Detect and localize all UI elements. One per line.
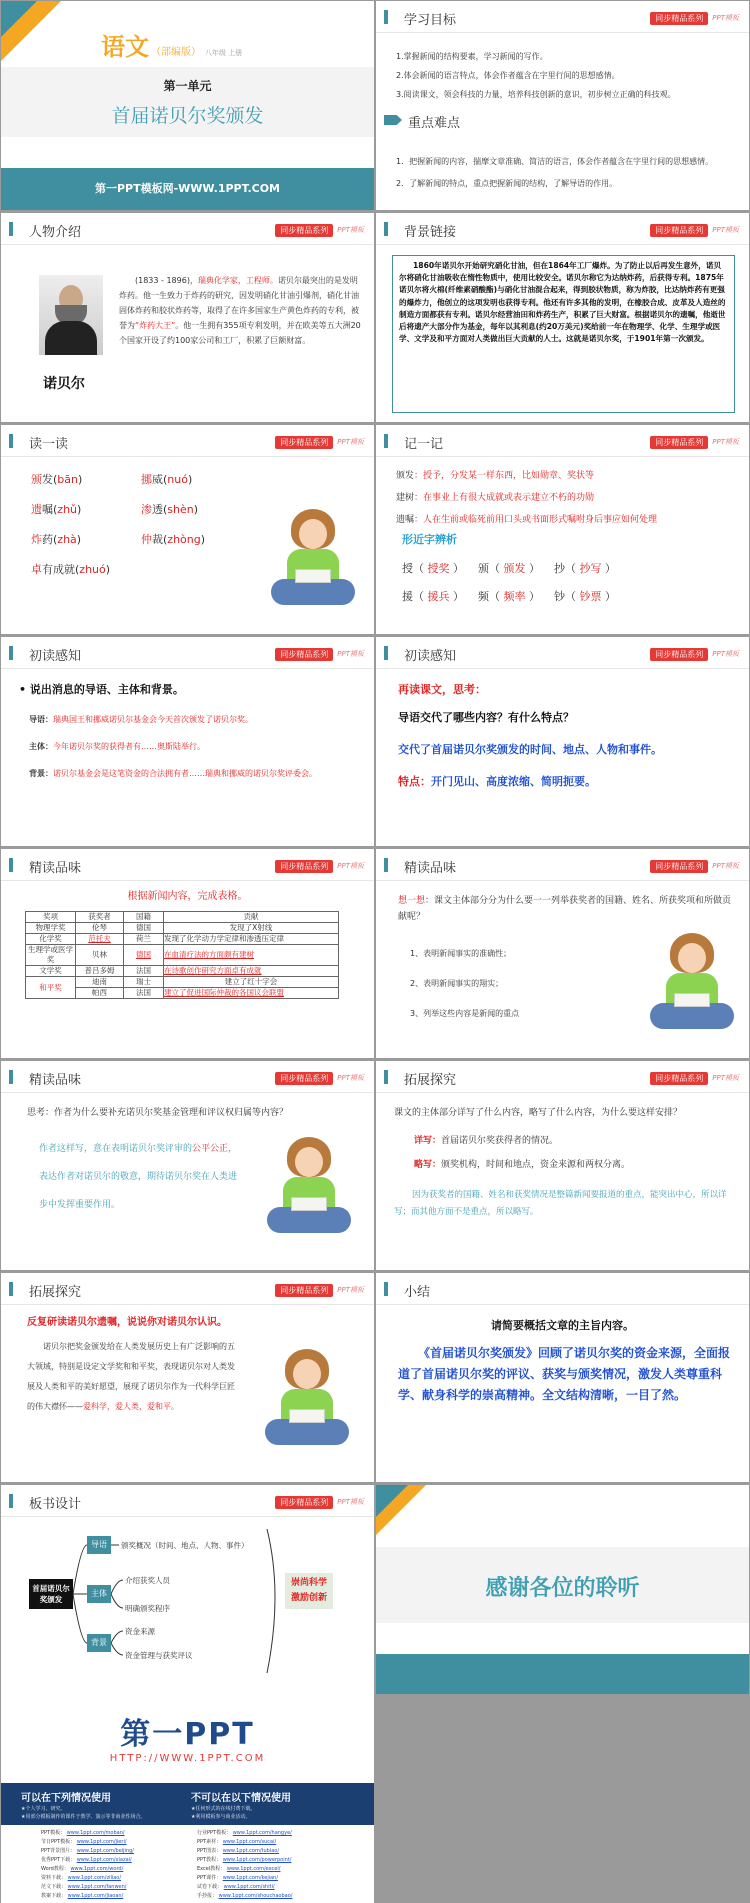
question-text: 想一想：课文主体部分分为什么要一一列举获奖者的国籍、姓名、所获奖项和所做贡献呢？ xyxy=(398,896,732,922)
slide-header xyxy=(1,1273,374,1305)
link-item[interactable]: PPT素材： www.1ppt.com/sucai/ xyxy=(197,1839,277,1845)
word-item: 遗嘱(zhǔ) xyxy=(31,503,82,516)
slide-explore-2 xyxy=(1,1273,374,1482)
slide-notes xyxy=(376,425,749,634)
point-item: 1．把握新闻的内容，揣摩文章准确、简洁的语言，体会作者蕴含在字里行间的思想感情。 xyxy=(396,157,714,166)
slide-heading: 小结 xyxy=(404,1285,431,1300)
table-row: 化学奖 范托夫 荷兰 发现了化学动力学定律和渗透压定律 xyxy=(26,934,339,945)
person-bio: (1833 - 1896)，瑞典化学家，工程师。诺贝尔最突出的是发明炸药。他一生致力于炸药的研究，因发明硝化甘油引爆剂，硝化甘油固体炸药和胶状炸药等，取得了在许多国家生产黄色炸药的专利，被誉为“炸药大王”。他一生拥有355项专利发明，并在欧美等五大洲20个国家开设了约100家公司和工厂，积累了巨额财富。 xyxy=(119,276,361,345)
reason-item: 2、表明新闻事实的翔实； xyxy=(410,979,504,988)
links-panel xyxy=(1,1825,374,1903)
question-text: 反复研读诺贝尔遗嘱，说说你对诺贝尔认识。 xyxy=(27,1317,227,1328)
slide-award-table xyxy=(1,849,374,1058)
table-caption: 根据新闻内容，完成表格。 xyxy=(127,891,248,902)
goal-item: 1.掌握新闻的结构要素，学习新闻的写作。 xyxy=(396,52,548,61)
slide-first-reading-2 xyxy=(376,637,749,846)
slide-think xyxy=(376,849,749,1058)
summary-text: 《首届诺贝尔奖颁发》回顾了诺贝尔奖的资金来源，全面报道了首届诺贝尔奖的评议、获奖与颁奖情况，激发人类尊重科学、献身科学的崇高精神。全文结构清晰，一目了然。 xyxy=(398,1346,731,1402)
word-item: 颁发(bān) xyxy=(31,473,83,486)
teal-band xyxy=(376,1654,749,1694)
word-item: 卓有成就(zhuó) xyxy=(31,563,111,576)
question-text: • 说出消息的导语、主体和背景。 xyxy=(19,683,184,696)
section-heading: 重点难点 xyxy=(408,116,461,131)
table-row: 和平奖 迪南 瑞士 建立了红十字会 xyxy=(26,977,339,988)
slide-header xyxy=(1,1061,374,1093)
background-text: 1860年诺贝尔开始研究硝化甘油，但在1864年工厂爆炸。为了防止以后再发生意外，诺贝尔将硝化甘油吸收在惰性物质中，使用比较安全。诺贝尔称它为达纳炸药，后获得专利。1875年诺贝尔将火棉(纤维素硝酸酯)与硝化甘油混合起来，得到胶状物质，称为炸胶，比达纳炸药有更强的爆炸力，他创立的这项发明也获得专利。他还有许多其他的发明，在橡胶合成、皮革及人造丝的制造方面都获有专利。诺贝尔经营油田和炸药生产，积累了巨大财富。根据诺贝尔的遗嘱，他逝世后将遗产大部分作为基金，每年以其利息(约20万美元)奖给前一年在物理学、化学、生理学或医学、文学及和平方面对人类做出巨大贡献的人士。这就是诺贝尔奖，于1901年第一次颁发。 xyxy=(392,255,735,413)
point-item: 2．了解新闻的特点，重点把握新闻的结构，了解导语的作用。 xyxy=(396,179,618,188)
girl-reading-image xyxy=(648,933,738,1033)
slide-heading: 初读感知 xyxy=(29,649,82,664)
teal-corner xyxy=(376,1485,408,1517)
question-text: 导语交代了哪些内容？有什么特点？ xyxy=(398,711,574,724)
link-item[interactable]: 教案下载： www.1ppt.com/jiaoan/ xyxy=(41,1893,124,1899)
link-item[interactable]: PPT背景图片： www.1ppt.com/beijing/ xyxy=(41,1848,134,1854)
char-row: 援（ 援兵 ） 频（ 频率 ） 钞（ 钞票 ） xyxy=(402,590,616,603)
slide-heading: 板书设计 xyxy=(29,1497,82,1512)
slide-header xyxy=(1,213,374,245)
series-badge: 同步精品系列 PPT模板 xyxy=(275,1071,364,1085)
slide-title xyxy=(1,1,374,210)
ppt-logo: 第一PPT HTTP://WWW.1PPT.COM xyxy=(109,1717,266,1764)
goal-item: 2.体会新闻的语言特点，体会作者蕴含在字里行间的思想感情。 xyxy=(396,71,620,80)
leaf-item: 颁奖概况（时间、地点、人物、事件） xyxy=(121,1541,249,1550)
arrow-icon xyxy=(384,115,402,125)
unit-label: 第一单元 xyxy=(163,79,212,93)
series-badge: 同步精品系列 PPT模板 xyxy=(650,859,739,873)
slide-thanks xyxy=(376,1485,749,1694)
usage-panel: 可以在下列情况使用 不可以在以下情况使用 ★个人学习、研究。 ★用部分模板制作的课件于教学、演示等非商业性场合。 ★任何形式的在线付费下载。 ★利用模板参与商业活动。 xyxy=(1,1783,374,1903)
similar-chars-heading: 形近字辨析 xyxy=(402,533,457,546)
leaf-item: 明确颁奖程序 xyxy=(125,1604,170,1613)
goal-item: 3.阅读课文，领会科技的力量，培养科技创新的意识，初步树立正确的科技观。 xyxy=(396,90,676,99)
link-item[interactable]: Word教程： www.1ppt.com/word/ xyxy=(41,1866,124,1872)
slide-heading: 背景链接 xyxy=(404,225,457,240)
leaf-item: 介绍获奖人员 xyxy=(125,1576,170,1585)
series-badge: 同步精品系列 PPT模板 xyxy=(650,435,739,449)
series-badge: 同步精品系列 PPT模板 xyxy=(275,647,364,661)
link-item[interactable]: 手抄报： www.1ppt.com/shouchaobao/ xyxy=(197,1893,293,1899)
link-item[interactable]: 试卷下载： www.1ppt.com/shiti/ xyxy=(197,1884,275,1890)
question-text: 课文的主体部分详写了什么内容，略写了什么内容，为什么要这样安排？ xyxy=(394,1108,683,1118)
slide-header xyxy=(1,849,374,881)
slide-header xyxy=(1,425,374,457)
leaf-item: 资金来源 xyxy=(125,1627,155,1636)
award-table xyxy=(25,911,339,999)
reason-item: 3、列举这些内容是新闻的重点 xyxy=(410,1009,520,1018)
slide-header xyxy=(376,425,749,457)
slide-first-reading xyxy=(1,637,374,846)
summary-prompt: 请简要概括文章的主旨内容。 xyxy=(491,1319,634,1332)
link-item[interactable]: Excel教程： www.1ppt.com/excel/ xyxy=(197,1866,281,1872)
slide-heading: 读一读 xyxy=(29,437,69,452)
char-row: 授（ 授奖 ） 颁（ 颁发 ） 抄（ 抄写 ） xyxy=(402,562,616,575)
word-item: 炸药(zhà) xyxy=(31,533,82,546)
mindmap-center: 首届诺贝尔奖颁发 xyxy=(29,1579,73,1609)
table-row: 文学奖 普吕多姆 法国 在诗歌创作研究方面卓有成就 xyxy=(26,966,339,977)
slide-header xyxy=(376,1273,749,1305)
link-item[interactable]: 优秀PPT下载： www.1ppt.com/xiazai/ xyxy=(41,1857,132,1863)
slide-board-design xyxy=(1,1485,374,1694)
answer-item: 导语：瑞典国王和挪威诺贝尔基金会今天首次颁发了诺贝尔奖。 xyxy=(29,715,253,724)
answer-text: 交代了首届诺贝尔奖颁发的时间、地点、人物和事件。 xyxy=(398,743,662,756)
word-item: 仲裁(zhòng) xyxy=(141,533,206,546)
slide-person xyxy=(1,213,374,422)
cannot-use-heading: 不可以在以下情况使用 xyxy=(191,1793,291,1804)
slide-header xyxy=(376,1,749,33)
header-bar xyxy=(384,10,388,24)
slide-usage xyxy=(1,1691,374,1903)
girl-reading-image xyxy=(265,1137,355,1237)
slide-header xyxy=(1,637,374,669)
slide-header xyxy=(376,213,749,245)
series-badge: 同步精品系列 PPT模板 xyxy=(650,223,739,237)
portrait-image xyxy=(39,275,103,355)
link-item[interactable]: 节日PPT模板： www.1ppt.com/jieri/ xyxy=(41,1839,127,1845)
link-item[interactable]: 资料下载： www.1ppt.com/ziliao/ xyxy=(41,1875,122,1881)
thanks-text: 感谢各位的聆听 xyxy=(485,1576,640,1601)
link-item[interactable]: PPT模板： www.1ppt.com/moban/ xyxy=(41,1830,125,1836)
slide-heading: 拓展探究 xyxy=(404,1073,457,1088)
reason-item: 1、表明新闻事实的准确性； xyxy=(410,949,512,958)
teal-corner xyxy=(1,1,37,37)
slide-explore-1 xyxy=(376,1061,749,1270)
slide-heading: 精读品味 xyxy=(29,1073,82,1088)
slide-heading: 初读感知 xyxy=(404,649,457,664)
table-row: 帕西 法国 建立了促进国际仲裁的各国议会联盟 xyxy=(26,988,339,999)
link-item[interactable]: 行业PPT模板： www.1ppt.com/hangye/ xyxy=(197,1830,292,1836)
slide-read xyxy=(1,425,374,634)
series-badge: 同步精品系列 PPT模板 xyxy=(650,1071,739,1085)
lesson-title: 首届诺贝尔奖颁发 xyxy=(111,105,264,127)
slide-heading: 记一记 xyxy=(404,437,444,452)
branch-lead: 导语 xyxy=(87,1536,111,1554)
link-item[interactable]: PPT课件： www.1ppt.com/kejian/ xyxy=(197,1875,279,1881)
series-badge: 同步精品系列 PPT模板 xyxy=(650,11,739,25)
series-badge: 同步精品系列 PPT模板 xyxy=(275,1495,364,1509)
slide-fund-question xyxy=(1,1061,374,1270)
branch-body: 主体 xyxy=(87,1585,111,1603)
answer-text: 因为获奖者的国籍、姓名和获奖情况是整篇新闻要报道的重点，能突出中心，所以详写；而其他方面不是重点，所以略写。 xyxy=(394,1190,727,1217)
word-item: 挪威(nuó) xyxy=(141,473,193,486)
edition-label: （部编版） xyxy=(151,47,201,58)
answer-item: 主体：今年诺贝尔奖的获得者有……奥斯陆举行。 xyxy=(29,742,205,751)
definition-item: 遗嘱：人在生前或临死前用口头或书面形式嘱咐身后事应如何处理 xyxy=(396,515,658,525)
subject-label: 语文 xyxy=(101,33,149,61)
answer-text: 诺贝尔把奖金颁发给在人类发展历史上有广泛影响的五大领域，特别是设定文学奖和和平奖，表现诺贝尔对人类发展及人类和平的美好愿望，展现了诺贝尔作为一代科学巨匠的伟大襟怀——爱科学，爱人类，爱和平。 xyxy=(27,1342,235,1411)
slide-heading: 拓展探究 xyxy=(29,1285,82,1300)
prompt-text: 再读课文，思考： xyxy=(398,683,486,696)
slide-header xyxy=(376,849,749,881)
brief-text: 略写：颁奖机构，时间和地点，资金来源和两权分离。 xyxy=(414,1160,631,1170)
slide-header xyxy=(376,637,749,669)
answer-text: 作者这样写，意在表明诺贝尔奖评审的公平公正，表达作者对诺贝尔的敬意，期待诺贝尔奖在人类进步中发挥重要作用。 xyxy=(39,1144,238,1210)
table-row: 生理学或医学奖 贝林 德国 在血清疗法的方面颇有建树 xyxy=(26,945,339,966)
site-label: 第一PPT模板网-WWW.1PPT.COM xyxy=(94,182,281,195)
slide-header xyxy=(376,1061,749,1093)
answer-item: 背景：诺贝尔基金会是这笔资金的合法拥有者……瑞典和挪威的诺贝尔奖评委会。 xyxy=(29,769,317,778)
series-badge: 同步精品系列 PPT模板 xyxy=(275,1283,364,1297)
slide-goals xyxy=(376,1,749,210)
series-badge: 同步精品系列 PPT模板 xyxy=(275,859,364,873)
leaf-item: 资金管理与获奖评议 xyxy=(125,1651,193,1660)
definition-item: 建树：在事业上有很大成就或表示建立不朽的功勋 xyxy=(396,493,595,503)
series-badge: 同步精品系列 PPT模板 xyxy=(275,435,364,449)
branch-background: 背景 xyxy=(87,1634,111,1652)
slide-background xyxy=(376,213,749,422)
link-item[interactable]: PPT教程： www.1ppt.com/powerpoint/ xyxy=(197,1857,292,1863)
slide-heading: 学习目标 xyxy=(404,13,457,28)
slide-summary xyxy=(376,1273,749,1482)
girl-reading-image xyxy=(269,509,359,609)
link-item[interactable]: 范文下载： www.1ppt.com/fanwen/ xyxy=(41,1884,127,1890)
definition-item: 颁发：授予，分发某一样东西，比如勋章、奖状等 xyxy=(396,471,595,481)
slide-heading: 精读品味 xyxy=(29,861,82,876)
detailed-text: 详写：首届诺贝尔奖获得者的情况。 xyxy=(414,1136,559,1146)
word-item: 渗透(shèn) xyxy=(141,503,199,516)
feature-text: 特点：开门见山、高度浓缩、简明扼要。 xyxy=(398,775,596,788)
series-badge: 同步精品系列 PPT模板 xyxy=(650,647,739,661)
person-name: 诺贝尔 xyxy=(43,376,85,392)
series-badge: 同步精品系列 PPT模板 xyxy=(275,223,364,237)
table-header-row: 奖项 获奖者 国籍 贡献 xyxy=(26,912,339,923)
link-item[interactable]: PPT图表： www.1ppt.com/tubiao/ xyxy=(197,1848,280,1854)
slide-heading: 精读品味 xyxy=(404,861,457,876)
can-use-heading: 可以在下列情况使用 xyxy=(21,1793,111,1804)
girl-reading-image xyxy=(263,1349,353,1449)
table-row: 物理学奖 伦琴 德国 发现了X射线 xyxy=(26,923,339,934)
slide-heading: 人物介绍 xyxy=(29,225,82,240)
question-text: 思考：作者为什么要补充诺贝尔奖基金管理和评议权归属等内容？ xyxy=(27,1108,289,1118)
grade-label: 八年级 上册 xyxy=(205,49,243,57)
theme-box: 崇尚科学 激励创新 xyxy=(285,1573,333,1609)
